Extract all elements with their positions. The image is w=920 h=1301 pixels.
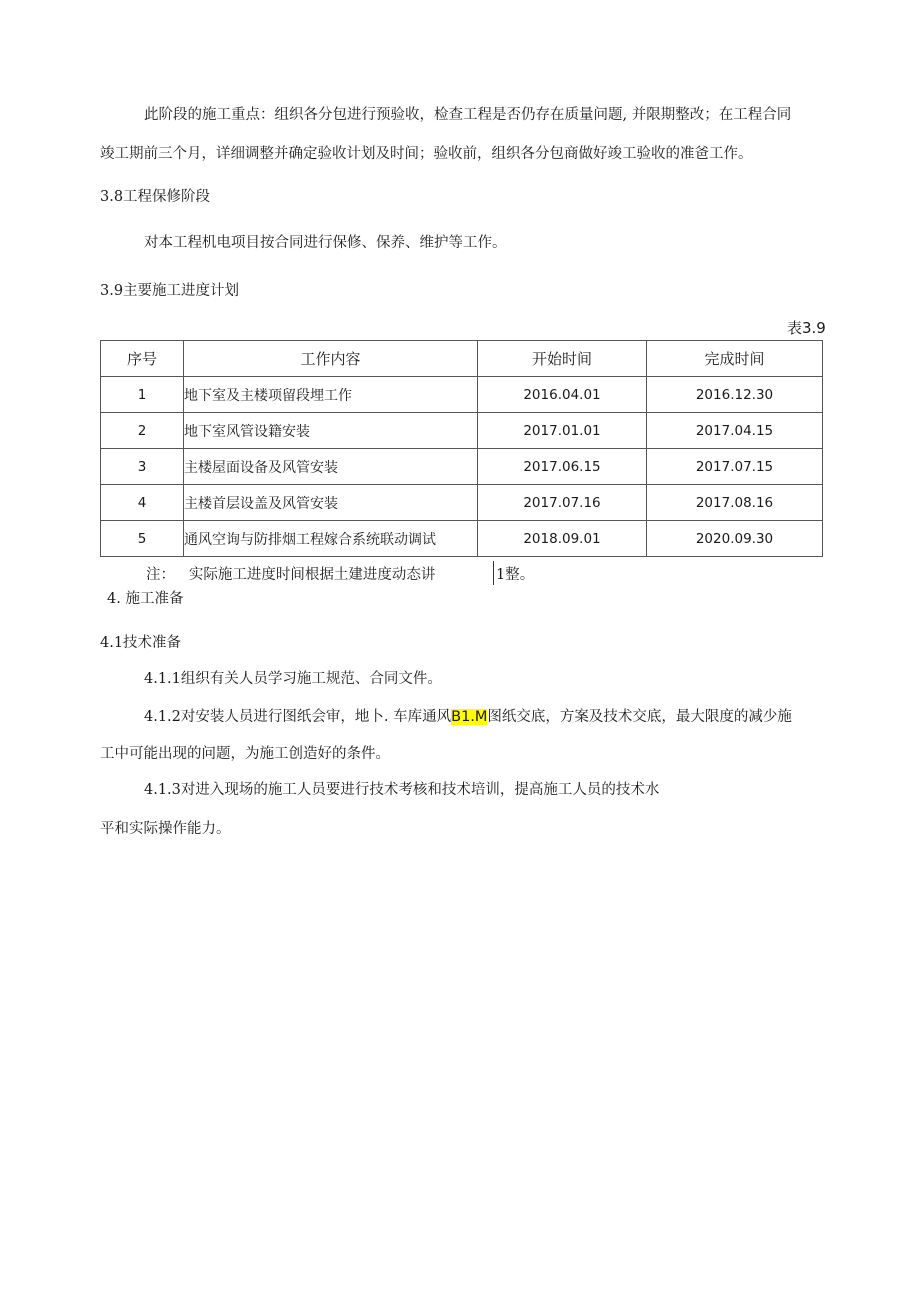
cell-no: 3 bbox=[101, 449, 184, 485]
table-header-row bbox=[101, 341, 823, 377]
table-row bbox=[101, 485, 823, 521]
highlighted-text: B1.M bbox=[451, 709, 488, 725]
paragraph-line: 竣工期前三个月，详细调整并确定验收计划及时间；验收前，组织各分包商做好竣工验收的准爸工作。 bbox=[100, 146, 753, 162]
cell-content: 地下室风管设籍安装 bbox=[184, 413, 478, 449]
paragraph-text: 图纸交底，方案及技术交底，最大限度的减少施 bbox=[487, 709, 792, 725]
table-row bbox=[101, 413, 823, 449]
cell-end: 2017.08.16 bbox=[647, 485, 823, 521]
cell-content: 主楼屋面设备及风管安装 bbox=[184, 449, 478, 485]
cell-no: 5 bbox=[101, 521, 184, 557]
cell-end: 2016.12.30 bbox=[647, 377, 823, 413]
cell-start: 2017.07.16 bbox=[478, 485, 647, 521]
paragraph-line: 平和实际操作能力。 bbox=[100, 821, 231, 837]
table-note-end: 1整。 bbox=[496, 567, 535, 583]
header-end: 完成时间 bbox=[647, 341, 823, 377]
section-heading-4-1: 4.1技术准备 bbox=[100, 635, 182, 651]
note-divider bbox=[493, 561, 494, 585]
paragraph-4-1-3: 4.1.3对进入现场的施工人员要进行技术考核和技术培训，提高施工人员的技术水 bbox=[144, 782, 660, 798]
header-start: 开始时间 bbox=[478, 341, 647, 377]
cell-start: 2018.09.01 bbox=[478, 521, 647, 557]
cell-start: 2017.01.01 bbox=[478, 413, 647, 449]
cell-start: 2017.06.15 bbox=[478, 449, 647, 485]
table-row bbox=[101, 521, 823, 557]
cell-end: 2017.07.15 bbox=[647, 449, 823, 485]
cell-start: 2016.04.01 bbox=[478, 377, 647, 413]
paragraph-line: 此阶段的施工重点：组织各分包进行预验收，检查工程是否仍存在质量问题, 并限期整改；在工程合同 bbox=[144, 107, 792, 123]
cell-no: 1 bbox=[101, 377, 184, 413]
cell-no: 4 bbox=[101, 485, 184, 521]
cell-no: 2 bbox=[101, 413, 184, 449]
table-caption: 表3.9 bbox=[787, 319, 826, 337]
table-note: 注： 实际施工进度时间根据土建进度动态讲 bbox=[146, 567, 436, 583]
paragraph-line: 对本工程机电项目按合同进行保修、保养、维护等工作。 bbox=[144, 235, 507, 251]
cell-end: 2020.09.30 bbox=[647, 521, 823, 557]
paragraph-text: 4.1.2对安装人员进行图纸会审，地卜. 车库通风 bbox=[144, 709, 452, 725]
section-heading-3-9: 3.9主要施工进度计划 bbox=[100, 283, 240, 299]
table-row bbox=[101, 449, 823, 485]
paragraph-line: 工中可能出现的问题，为施工创造好的条件。 bbox=[100, 746, 390, 762]
paragraph-4-1-2 bbox=[144, 707, 792, 727]
table-row bbox=[101, 377, 823, 413]
cell-end: 2017.04.15 bbox=[647, 413, 823, 449]
section-heading-4: 4. 施工准备 bbox=[107, 591, 184, 607]
paragraph-4-1-1: 4.1.1组织有关人员学习施工规范、合同文件。 bbox=[144, 671, 442, 687]
cell-content: 通风空询与防排烟工程嫁合系统联动调试 bbox=[184, 521, 478, 557]
header-no: 序号 bbox=[101, 341, 184, 377]
schedule-table bbox=[100, 340, 823, 557]
cell-content: 地下室及主楼项留段埋工作 bbox=[184, 377, 478, 413]
section-heading-3-8: 3.8工程保修阶段 bbox=[100, 189, 211, 205]
cell-content: 主楼首层设盖及风管安装 bbox=[184, 485, 478, 521]
header-content: 工作内容 bbox=[184, 341, 478, 377]
